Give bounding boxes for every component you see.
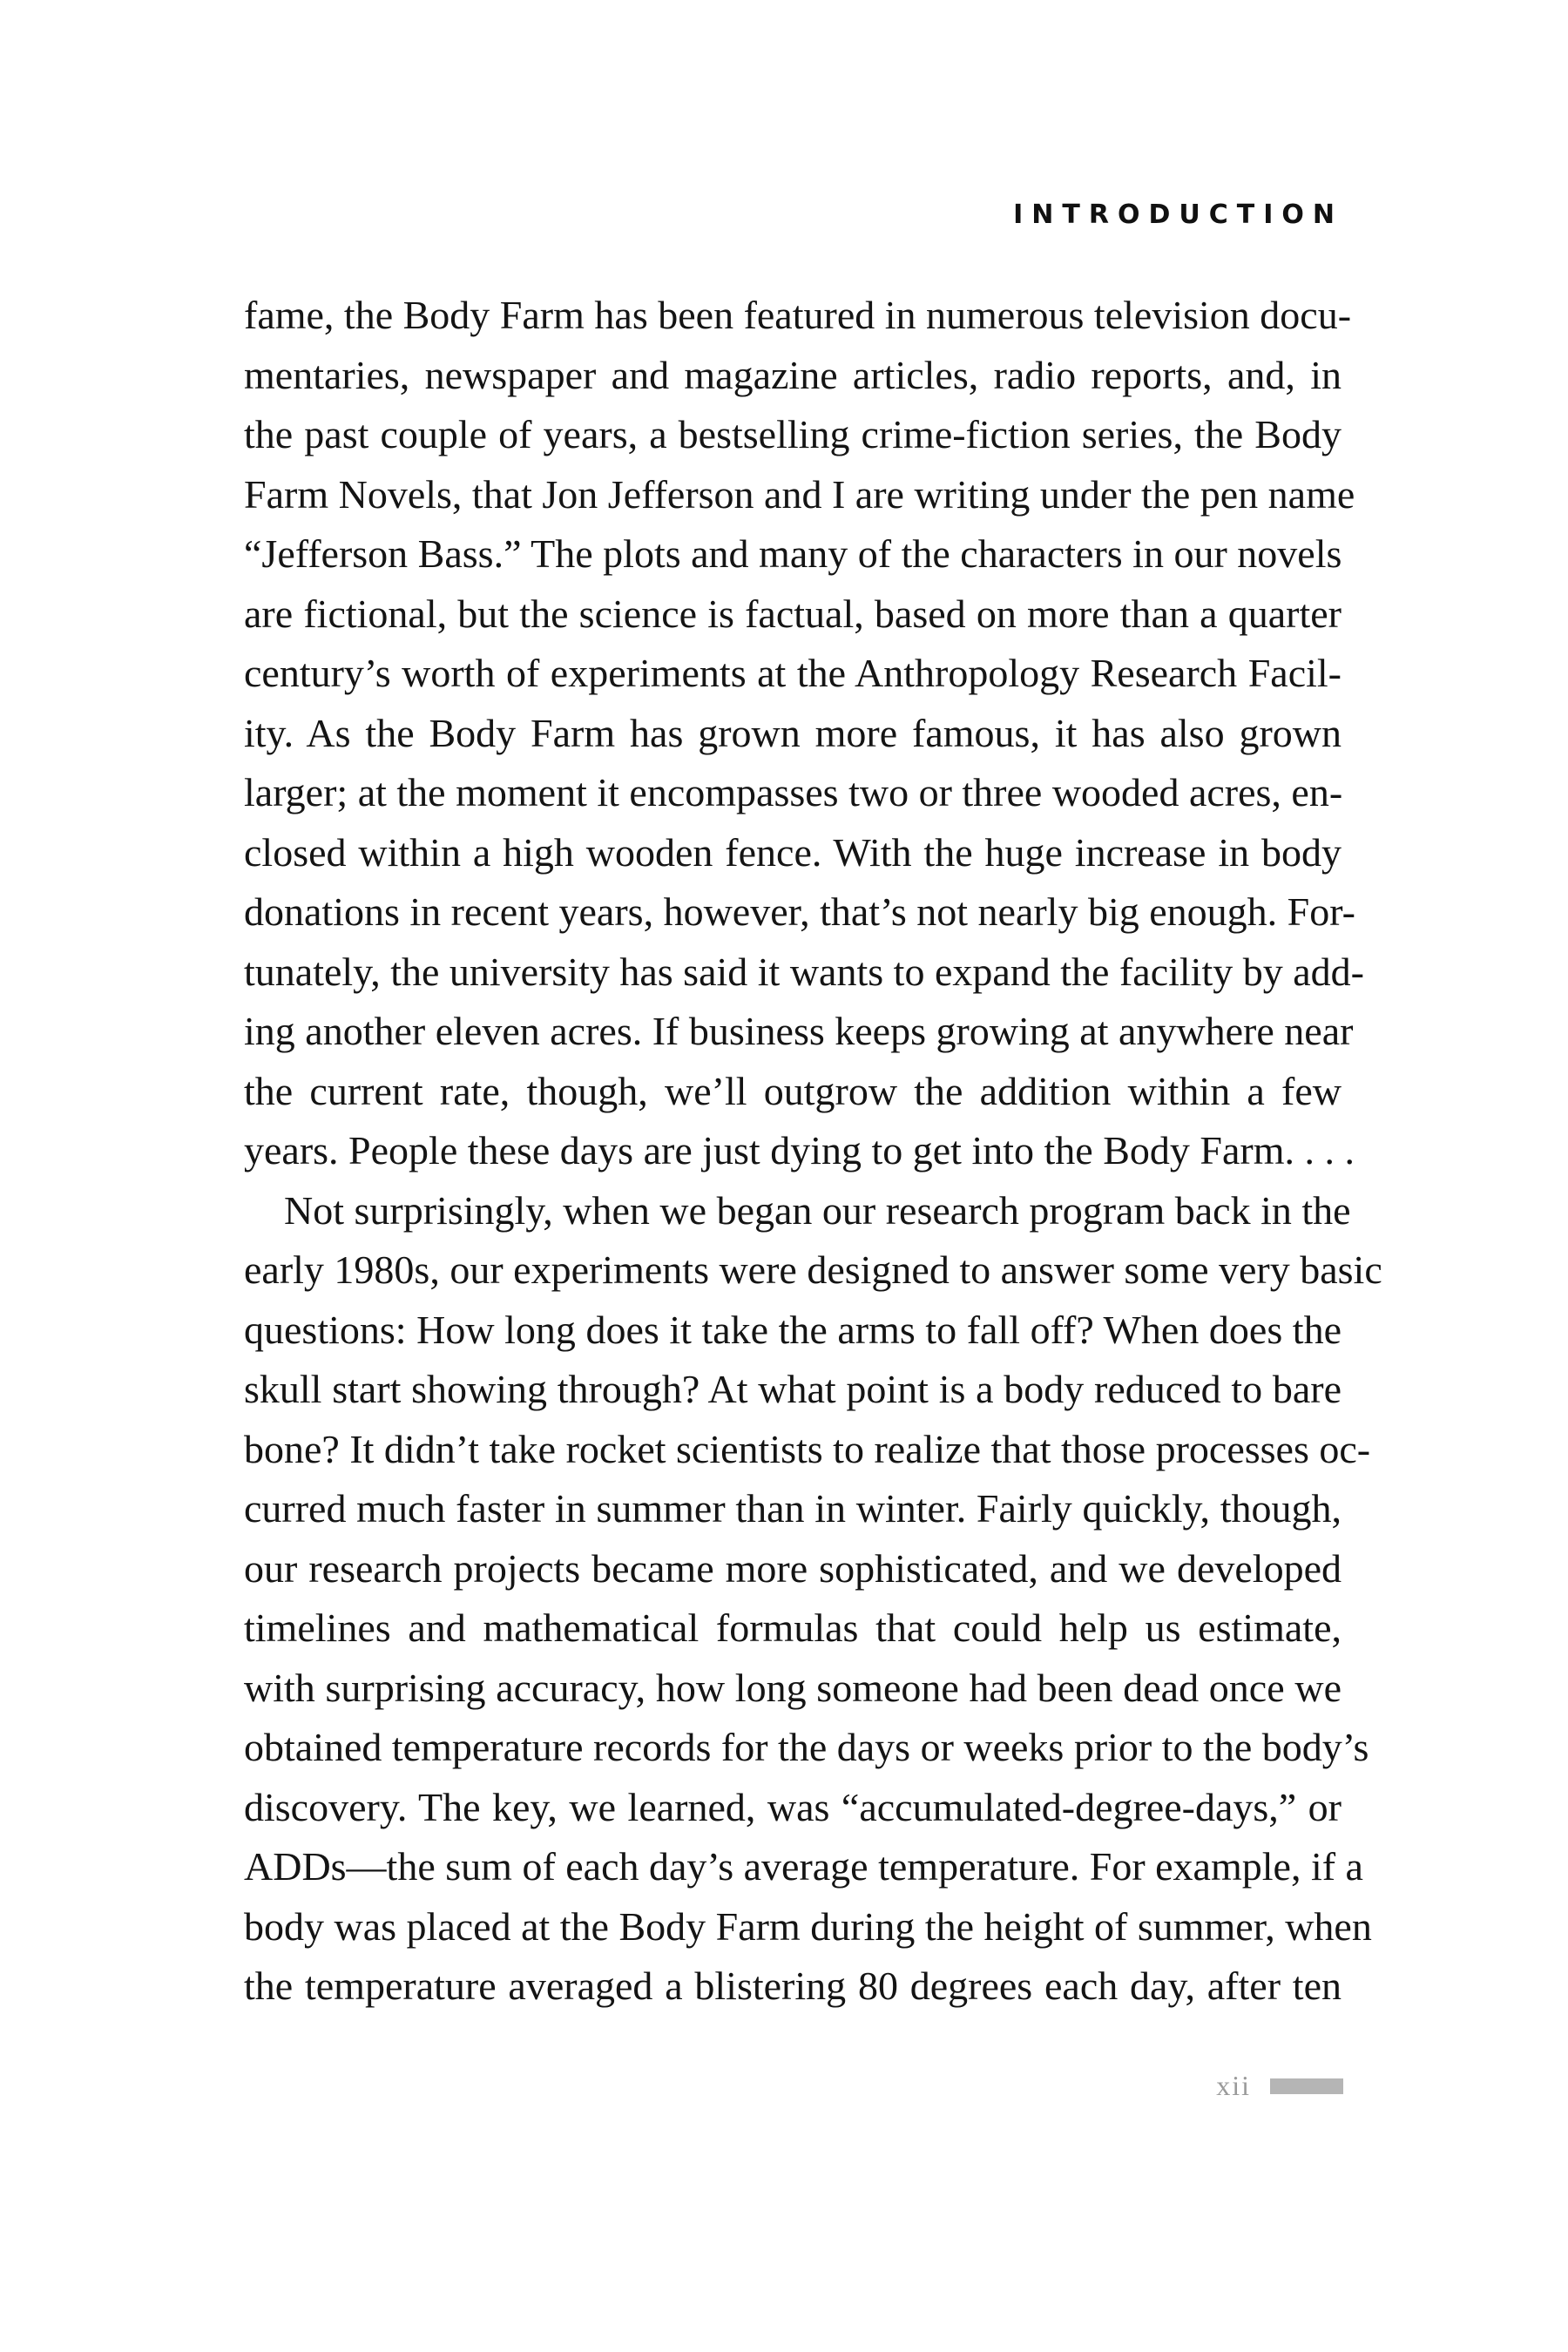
text-line: donations in recent years, however, that’s not nearly big enough. For- bbox=[244, 889, 1355, 934]
text-line: obtained temperature records for the days or weeks prior to the body’s bbox=[244, 1725, 1369, 1769]
text-line: Farm Novels, that Jon Jefferson and I are writing under the pen name bbox=[244, 471, 1355, 517]
text-line: questions: How long does it take the arms to fall off? When does the bbox=[244, 1307, 1342, 1352]
page-footer bbox=[1216, 2070, 1343, 2102]
text-line: bone? It didn’t take rocket scientists to realize that those processes oc- bbox=[244, 1426, 1371, 1471]
text-line: discovery. The key, we learned, was “accumulated-degree-days,” or bbox=[244, 1784, 1342, 1829]
text-line: are fictional, but the science is factual, based on more than a quarter bbox=[244, 591, 1342, 636]
paragraph bbox=[244, 286, 1364, 1181]
text-line: the past couple of years, a bestselling crime-fiction series, the Body bbox=[244, 412, 1342, 456]
text-line: curred much faster in summer than in winter. Fairly quickly, though, bbox=[244, 1486, 1342, 1531]
text-line: closed within a high wooden fence. With the huge increase in body bbox=[244, 829, 1342, 875]
text-line: with surprising accuracy, how long someone had been dead once we bbox=[244, 1665, 1342, 1710]
folio-bar bbox=[1270, 2078, 1343, 2094]
body-text bbox=[244, 286, 1382, 2017]
text-line: the current rate, though, we’ll outgrow the addition within a few bbox=[244, 1068, 1342, 1113]
text-line: ADDs—the sum of each day’s average temperature. For example, if a bbox=[244, 1844, 1363, 1889]
text-line: skull start showing through? At what point is a body reduced to bare bbox=[244, 1367, 1342, 1411]
text-line: ing another eleven acres. If business keeps growing at anywhere near bbox=[244, 1009, 1354, 1053]
text-line: early 1980s, our experiments were designed to answer some very basic bbox=[244, 1247, 1382, 1292]
text-line: mentaries, newspaper and magazine articles, radio reports, and, in bbox=[244, 352, 1342, 397]
text-line: century’s worth of experiments at the Anthropology Research Facil- bbox=[244, 651, 1342, 695]
text-line: fame, the Body Farm has been featured in numerous television docu- bbox=[244, 293, 1352, 337]
text-line: larger; at the moment it encompasses two or three wooded acres, en- bbox=[244, 770, 1343, 814]
text-line: body was placed at the Body Farm during the height of summer, when bbox=[244, 1903, 1372, 1949]
page-number: xii bbox=[1216, 2070, 1251, 2101]
text-line: “Jefferson Bass.” The plots and many of the characters in our novels bbox=[244, 531, 1342, 576]
text-line: years. People these days are just dying to get into the Body Farm. . . . bbox=[244, 1128, 1355, 1173]
running-head: INTRODUCTION bbox=[1013, 199, 1343, 230]
text-line: the temperature averaged a blistering 80 degrees each day, after ten bbox=[244, 1963, 1342, 2008]
paragraph bbox=[244, 1181, 1382, 2017]
text-line: our research projects became more sophisticated, and we developed bbox=[244, 1545, 1342, 1591]
text-line: timelines and mathematical formulas that could help us estimate, bbox=[244, 1605, 1342, 1650]
text-line: Not surprisingly, when we began our research program back in the bbox=[284, 1187, 1351, 1233]
text-line: ity. As the Body Farm has grown more famous, it has also grown bbox=[244, 710, 1342, 755]
text-line: tunately, the university has said it wants to expand the facility by add- bbox=[244, 949, 1364, 994]
